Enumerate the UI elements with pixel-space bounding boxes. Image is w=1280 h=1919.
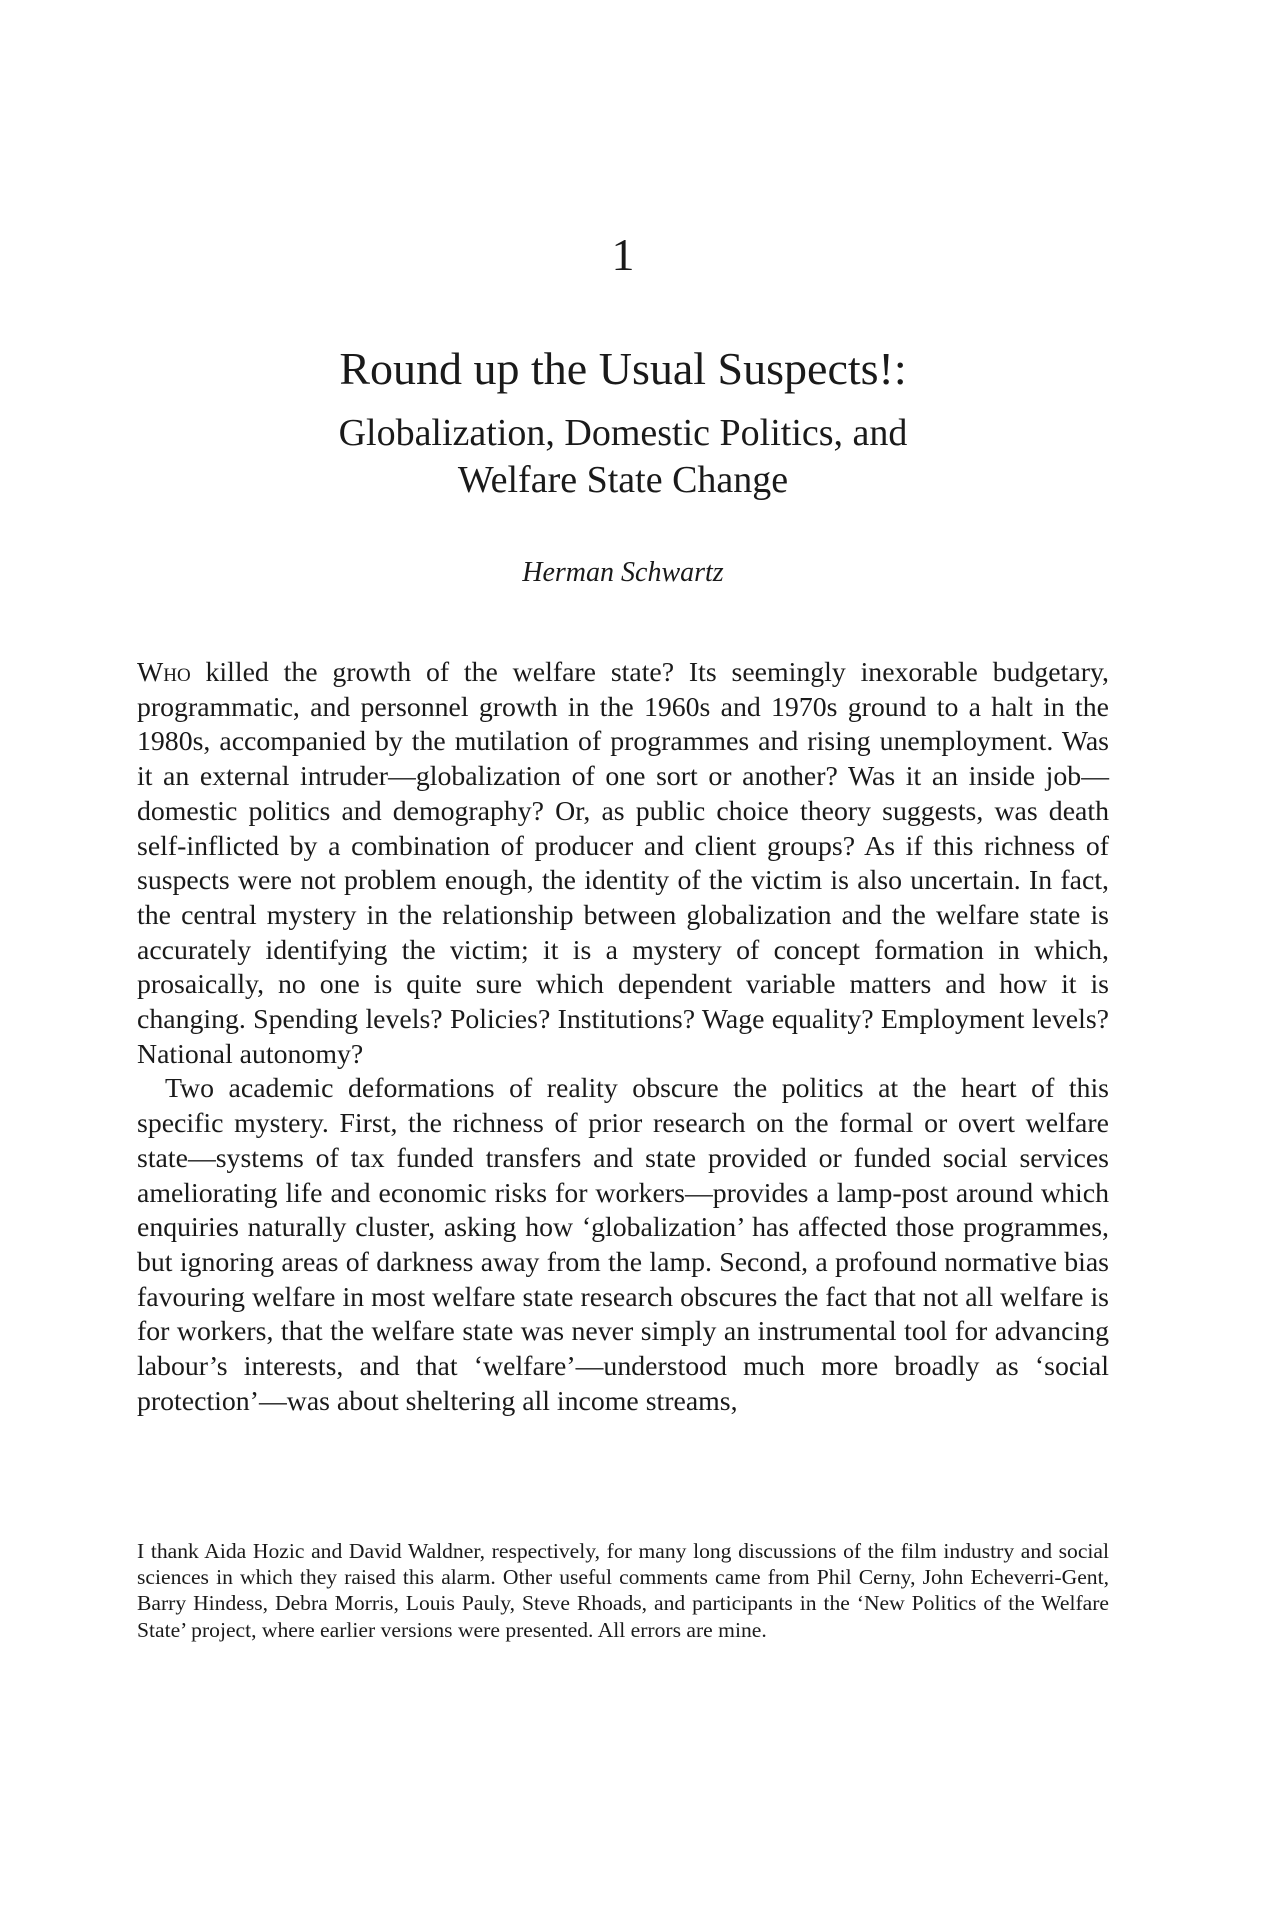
paragraph-1-lead: Who — [137, 657, 191, 688]
chapter-subtitle-line-2: Welfare State Change — [457, 459, 789, 501]
chapter-number: 1 — [611, 229, 635, 280]
paragraph-1 — [137, 656, 1109, 1072]
author-name: Herman Schwartz — [522, 557, 724, 588]
paragraph-2: Two academic deformations of reality obscure the politics at the heart of this specific mystery. First, the richness of prior research on the formal or overt welfare state—systems of tax funded transfers and state provided or funded social services ameliorating life and economic risks for workers—provides a lamp-post around which enquiries naturally cluster, asking how ‘globalization’ has affected those programmes, but ignoring areas of darkness away from the lamp. Second, a profound normative bias favouring welfare in most welfare state research obscures the fact that not all welfare is for workers, that the welfare state was never simply an instrumental tool for advancing labour’s interests, and that ‘welfare’—understood much more broadly as ‘social protection’—was about sheltering all income streams, — [137, 1073, 1109, 1417]
footnote — [137, 1538, 1109, 1643]
body-text — [137, 656, 1109, 1419]
chapter-subtitle — [0, 410, 1246, 504]
chapter-title: Round up the Usual Suspects!: — [339, 343, 907, 394]
chapter-subtitle-line-1: Globalization, Domestic Politics, and — [338, 412, 908, 454]
paragraph-1-text: killed the growth of the welfare state? Its seemingly inexorable budgetary, programmatic, and personnel growth in the 1960s and 1970s ground to a halt in the 1980s, accompanied by the mutilation of programmes and rising unemployment. Was it an external intruder—globalization of one sort or another? Was it an inside job—domestic politics and demography? Or, as public choice theory suggests, was death self-inflicted by a combination of producer and client groups? As if this richness of suspects were not problem enough, the identity of the victim is also uncertain. In fact, the central mystery in the relationship between globalization and the welfare state is accurately identifying the victim; it is a mystery of concept formation in which, prosaically, no one is quite sure which dependent variable matters and how it is changing. Spending levels? Policies? Institutions? Wage equality? Employment levels? National autonomy? — [137, 657, 1109, 1070]
footnote-text: I thank Aida Hozic and David Waldner, respectively, for many long discussions of the film industry and social sciences in which they raised this alarm. Other useful comments came from Phil Cerny, John Echeverri-Gent, Barry Hindess, Debra Morris, Louis Pauly, Steve Rhoads, and participants in the ‘New Politics of the Welfare State’ project, where earlier versions were presented. All errors are mine. — [137, 1539, 1109, 1642]
